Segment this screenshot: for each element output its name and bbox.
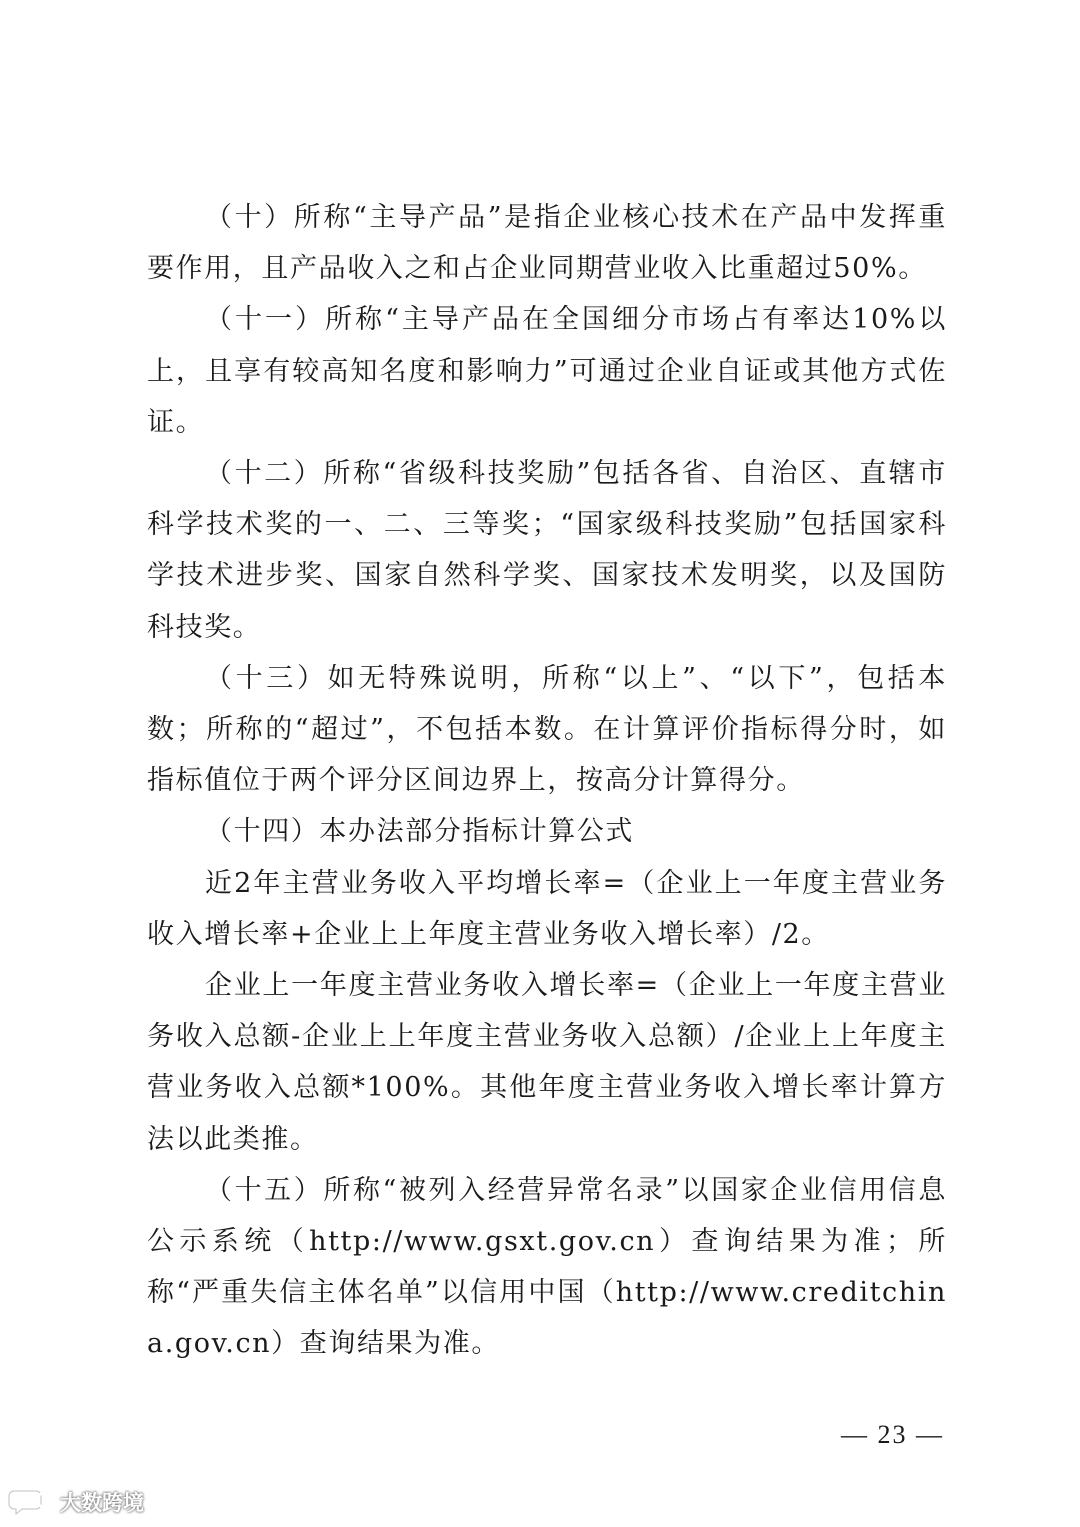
watermark bbox=[8, 1486, 144, 1518]
watermark-text: 大数跨境 bbox=[60, 1491, 144, 1515]
paragraph-13: （十三）如无特殊说明，所称“以上”、“以下”，包括本数；所称的“超过”，不包括本数。在计算评价指标得分时，如指标值位于两个评分区间边界上，按高分计算得分。 bbox=[147, 662, 947, 797]
page-number: — 23 — bbox=[841, 1420, 944, 1449]
formula-average-growth: 近2年主营业务收入平均增长率=（企业上一年度主营业务收入增长率+企业上上年度主营业务收入增长率）/2。 bbox=[147, 867, 947, 950]
paragraph-15: （十五）所称“被列入经营异常名录”以国家企业信用信息公示系统（http://www.gsxt.gov.cn）查询结果为准；所称“严重失信主体名单”以信用中国（http://www.creditchina.gov.cn）查询结果为准。 bbox=[147, 1174, 947, 1360]
formula-annual-growth: 企业上一年度主营业务收入增长率=（企业上一年度主营业务收入总额-企业上上年度主营业务收入总额）/企业上上年度主营业务收入总额*100%。其他年度主营业务收入增长率计算方法以此类推。 bbox=[147, 970, 947, 1155]
paragraph-14-heading: （十四）本办法部分指标计算公式 bbox=[205, 816, 634, 848]
paragraph-10: （十）所称“主导产品”是指企业核心技术在产品中发挥重要作用，且产品收入之和占企业同期营业收入比重超过50%。 bbox=[147, 202, 947, 285]
paragraph-12: （十二）所称“省级科技奖励”包括各省、自治区、直辖市科学技术奖的一、二、三等奖；“国家级科技奖励”包括国家科学技术进步奖、国家自然科学奖、国家技术发明奖，以及国防科技奖。 bbox=[147, 458, 947, 643]
chat-bubble-icon bbox=[8, 1487, 54, 1517]
paragraph-11: （十一）所称“主导产品在全国细分市场占有率达10%以上，且享有较高知名度和影响力”可通过企业自证或其他方式佐证。 bbox=[147, 304, 947, 438]
document-body bbox=[147, 192, 947, 1370]
